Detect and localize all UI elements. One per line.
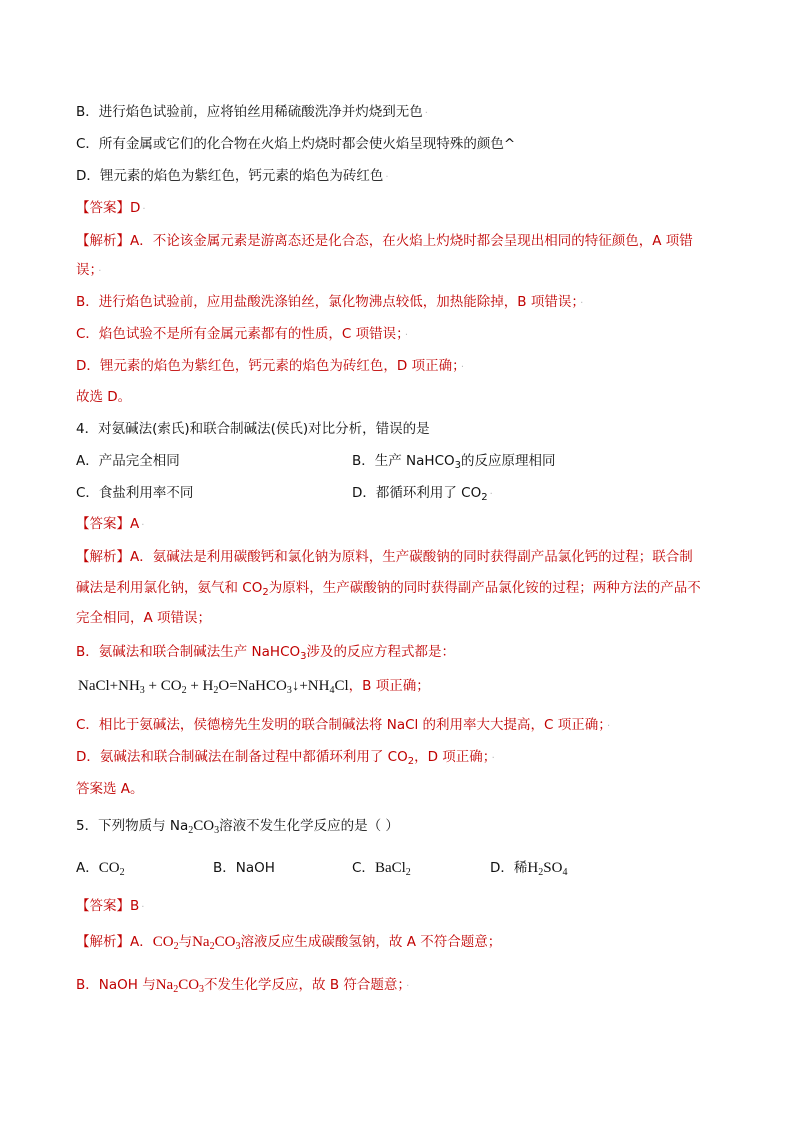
paragraph-mark-icon: · bbox=[489, 489, 493, 500]
formula-h2so4: $H_2SO_4$ bbox=[527, 860, 568, 878]
analysis-text-post: 溶液反应生成碳酸氢钠，故 A 不符合题意； bbox=[240, 934, 502, 950]
q5-option-a bbox=[76, 858, 125, 878]
q4-option-d: D．都循环利用了 $CO_2$ · bbox=[352, 485, 493, 503]
q5-option-b bbox=[213, 858, 275, 878]
q4-option-c bbox=[76, 483, 193, 503]
analysis-tag: 【解析】 bbox=[76, 549, 130, 565]
analysis-text-post: ，D 项正确； bbox=[414, 749, 490, 765]
paragraph-mark-icon: · bbox=[460, 362, 465, 373]
answer-tag: 【答案】 bbox=[76, 200, 130, 216]
q3-option-d-text: D．锂元素的焰色为紫红色，钙元素的焰色为砖红色 bbox=[76, 168, 384, 184]
q3-analysis-a-cont bbox=[76, 260, 101, 282]
q3-option-c bbox=[76, 134, 515, 154]
analysis-text: B．进行焰色试验前，应用盐酸洗涤铂丝，氯化物沸点较低，加热能除掉，B 项错误； bbox=[76, 294, 579, 310]
q3-option-c-text: C．所有金属或它们的化合物在火焰上灼烧时都会使火焰呈现特殊的颜色^ bbox=[76, 136, 516, 152]
q4-option-b-text: B．生产 NaHCO bbox=[352, 453, 455, 469]
analysis-text-mid: 与 bbox=[178, 934, 193, 950]
answer-tag: 【答案】 bbox=[76, 516, 130, 532]
q4-equation-line bbox=[78, 676, 430, 696]
q5-stem-text: 5．下列物质与 Na bbox=[76, 818, 189, 834]
paragraph-mark-icon: · bbox=[141, 520, 145, 531]
paragraph-mark-icon: · bbox=[406, 981, 410, 992]
formula-na2co3: $_2CO_3$ bbox=[188, 818, 220, 836]
paragraph-mark-icon: · bbox=[491, 753, 495, 764]
analysis-text: B．NaOH 与 bbox=[76, 977, 156, 993]
q3-analysis-d bbox=[76, 356, 464, 378]
q4-analysis-b: B．氨碱法和联合制碱法生产 NaHCO$_3$涉及的反应方程式都是： bbox=[76, 644, 456, 662]
q3-analysis-a bbox=[76, 231, 693, 251]
paragraph-mark-icon: · bbox=[141, 902, 145, 913]
analysis-tag: 【解析】 bbox=[76, 233, 130, 249]
conclusion-text: 答案选 A。 bbox=[76, 781, 144, 797]
q4-option-a bbox=[76, 451, 180, 471]
q4-option-b-text-post: 的反应原理相同 bbox=[461, 453, 556, 469]
q3-option-b-text: B．进行焰色试验前，应将铂丝用稀硫酸洗净并灼烧到无色 bbox=[76, 104, 423, 120]
paragraph-mark-icon: · bbox=[607, 721, 611, 732]
analysis-text: A． bbox=[130, 934, 153, 950]
analysis-text: B．氨碱法和联合制碱法生产 NaHCO bbox=[76, 644, 301, 660]
analysis-text: A．氨碱法是利用碳酸钙和氯化钠为原料，生产碳酸钠的同时获得副产品氯化钙的过程；联合制 bbox=[130, 549, 693, 565]
q4-option-a-text: A．产品完全相同 bbox=[76, 453, 180, 469]
q5-option-d bbox=[490, 858, 567, 878]
analysis-text: D．氨碱法和联合制碱法在制备过程中都循环利用了 CO bbox=[76, 749, 408, 765]
paragraph-mark-icon: · bbox=[385, 172, 389, 183]
q4-option-c-text: C．食盐利用率不同 bbox=[76, 485, 194, 501]
q4-option-b: B．生产 NaHCO$_3$的反应原理相同 bbox=[352, 453, 556, 471]
q5-analysis-b bbox=[76, 975, 409, 997]
q4-conclusion bbox=[76, 779, 144, 799]
q3-answer bbox=[76, 198, 146, 220]
q5-stem-text-post: 溶液不发生化学反应的是（ ） bbox=[219, 818, 399, 834]
analysis-text: D．锂元素的焰色为紫红色，钙元素的焰色为砖红色，D 项正确； bbox=[76, 358, 459, 374]
paragraph-mark-icon: · bbox=[98, 266, 102, 277]
paragraph-mark-icon: · bbox=[404, 330, 409, 341]
analysis-text-post: 为原料，生产碳酸钠的同时获得副产品氯化铵的过程；两种方法的产品不 bbox=[268, 580, 701, 596]
analysis-text: C．焰色试验不是所有金属元素都有的性质，C 项错误； bbox=[76, 326, 403, 342]
answer-value: D bbox=[130, 200, 141, 216]
q5-answer bbox=[76, 896, 144, 918]
formula-co2: $CO_2$ bbox=[152, 934, 179, 952]
q4-analysis-a2: 碱法是利用氯化钠，氨气和 $CO_2$为原料，生产碳酸钠的同时获得副产品氯化铵的过程；两种方法的产品不 bbox=[76, 580, 701, 598]
q5-stem bbox=[76, 816, 399, 836]
q4-stem-text: 4．对氨碱法(索氏)和联合制碱法(侯氏)对比分析，错误的是 bbox=[76, 421, 430, 437]
q5-analysis-a bbox=[76, 932, 501, 952]
paragraph-mark-icon: · bbox=[142, 204, 146, 215]
q3-option-d bbox=[76, 166, 389, 188]
formula-na2co3: $Na_2CO_3$ bbox=[192, 934, 241, 952]
q4-analysis-a1 bbox=[76, 547, 693, 567]
analysis-text-tail: ，B 项正确； bbox=[348, 678, 430, 694]
analysis-text: A．不论该金属元素是游离态还是化合态，在火焰上灼烧时都会呈现出相同的特征颜色，A 项错 bbox=[130, 233, 693, 249]
answer-value: B bbox=[130, 898, 140, 914]
q4-answer bbox=[76, 514, 144, 536]
option-label: D．稀 bbox=[490, 860, 528, 876]
q5-option-c bbox=[352, 858, 411, 878]
option-label: C． bbox=[352, 860, 375, 876]
q4-analysis-c bbox=[76, 715, 610, 737]
reaction-equation: $NaCl+NH_3 + CO_2$ + $H_2O=NaHCO_3↓+NH_4Cl$ bbox=[78, 678, 349, 696]
q4-option-d-text: D．都循环利用了 CO bbox=[352, 485, 482, 501]
q3-conclusion bbox=[76, 387, 131, 407]
answer-tag: 【答案】 bbox=[76, 898, 130, 914]
formula-bacl2: BaCl$_2$ bbox=[374, 860, 411, 878]
analysis-text: 碱法是利用氯化钠，氨气和 CO bbox=[76, 580, 263, 596]
analysis-text: 误； bbox=[76, 262, 97, 278]
paragraph-mark-icon: · bbox=[424, 108, 428, 119]
paragraph-mark-icon: · bbox=[580, 298, 584, 309]
analysis-text: 完全相同，A 项错误； bbox=[76, 610, 212, 626]
formula-na2co3: $Na_2CO_3$ bbox=[155, 977, 205, 995]
analysis-tag: 【解析】 bbox=[76, 934, 130, 950]
analysis-text: C．相比于氨碱法，侯德榜先生发明的联合制碱法将 NaCl 的利用率大大提高，C 项正确； bbox=[76, 717, 606, 733]
answer-value: A bbox=[130, 516, 140, 532]
q5-option-b-text: B．NaOH bbox=[213, 860, 275, 876]
q3-analysis-c bbox=[76, 324, 408, 346]
q4-stem bbox=[76, 419, 430, 439]
analysis-text-post: 涉及的反应方程式都是： bbox=[306, 644, 456, 660]
q4-analysis-d: D．氨碱法和联合制碱法在制备过程中都循环利用了 $CO_2$，D 项正确； · bbox=[76, 749, 495, 767]
q3-option-b bbox=[76, 102, 428, 124]
option-label: A． bbox=[76, 860, 99, 876]
conclusion-text: 故选 D。 bbox=[76, 389, 132, 405]
formula-co2: $CO_2$ bbox=[98, 860, 125, 878]
analysis-text-post: 不发生化学反应，故 B 符合题意； bbox=[204, 977, 405, 993]
q3-analysis-b bbox=[76, 292, 583, 314]
q4-analysis-a3 bbox=[76, 608, 211, 628]
